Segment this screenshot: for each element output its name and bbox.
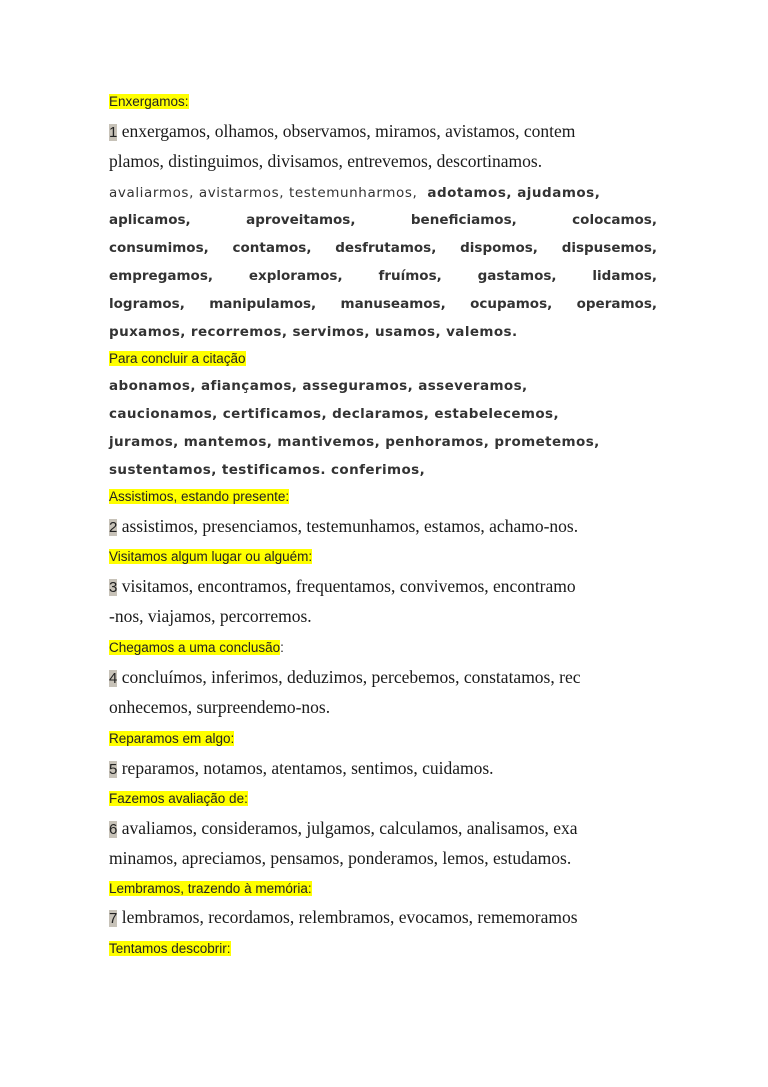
section-heading-text: Assistimos, estando presente: [109,489,290,504]
bold-word-line [109,406,559,422]
word-group: avaliarmos, avistarmos, testemunharmos, [109,185,418,201]
section-heading [109,941,231,956]
synonym-line [109,758,494,779]
word-group: juramos, mantemos, mantivemos, penhoramos, prometemos, [109,434,600,450]
section-heading-text: Enxergamos: [109,94,189,109]
section-heading-text: Visitamos algum lugar ou alguém: [109,549,313,564]
word-group: sustentamos, testificamos. conferimos, [109,462,426,478]
bold-word-line [109,212,657,228]
word: beneficiamos, [410,212,517,228]
bold-word-line [109,324,518,340]
section-heading [109,731,234,746]
bold-word-line [109,378,528,394]
synonym-line [109,818,578,839]
word: dispomos, [460,240,538,256]
section-heading-text: Chegamos a uma conclusão [109,640,281,655]
section-heading-text: Lembramos, trazendo à memória: [109,881,312,896]
synonym-text: minamos, apreciamos, pensamos, ponderamos, lemos, estudamos. [109,848,572,868]
synonym-text: lembramos, recordamos, relembramos, evocamos, rememoramos [121,907,578,927]
word: aplicamos, [109,212,191,228]
section-heading-text: Reparamos em algo: [109,731,235,746]
synonym-line [109,121,575,142]
synonym-text: plamos, distinguimos, divisamos, entrevemos, descortinamos. [109,151,543,171]
section-heading [109,489,289,504]
word: consumimos, [109,240,209,256]
word: empregamos, [109,268,213,284]
bold-word-line [109,184,600,202]
synonym-text: assistimos, presenciamos, testemunhamos, estamos, achamo-nos. [121,516,579,536]
word-group: caucionamos, certificamos, declaramos, estabelecemos, [109,406,560,422]
word: manipulamos, [209,296,317,312]
word-group: puxamos, recorremos, servimos, usamos, valemos. [109,324,518,340]
synonym-text: onhecemos, surpreendemo-nos. [109,697,331,717]
synonym-line [109,907,578,928]
word-group-bold: adotamos, ajudamos, [427,185,601,201]
section-heading [109,881,312,896]
word: lidamos, [592,268,657,284]
section-heading [109,351,246,366]
synonym-line [109,667,580,688]
word: aproveitamos, [246,212,356,228]
synonym-text: enxergamos, olhamos, observamos, miramos, avistamos, contem [121,121,576,141]
synonym-text: reparamos, notamos, atentamos, sentimos, cuidamos. [121,758,494,778]
section-number: 1 [109,124,118,141]
section-number: 2 [109,519,118,536]
synonym-text: concluímos, inferimos, deduzimos, percebemos, constatamos, rec [121,667,581,687]
section-number: 3 [109,579,118,596]
word: manuseamos, [340,296,446,312]
section-heading [109,640,284,655]
word: gastamos, [477,268,557,284]
section-number: 4 [109,670,118,687]
word: exploramos, [248,268,343,284]
word: desfrutamos, [335,240,437,256]
bold-word-line [109,240,657,256]
word: colocamos, [572,212,657,228]
synonym-line [109,151,542,172]
synonym-line [109,848,571,869]
synonym-line [109,516,578,537]
word: ocupamos, [470,296,553,312]
section-heading [109,791,248,806]
word: operamos, [576,296,657,312]
section-heading [109,549,312,564]
bold-word-line [109,268,657,284]
synonym-line [109,697,330,718]
synonym-line [109,576,576,597]
bold-word-line [109,296,657,312]
section-number: 6 [109,821,118,838]
synonym-text: avaliamos, consideramos, julgamos, calculamos, analisamos, exa [121,818,578,838]
section-number: 5 [109,761,118,778]
heading-colon: : [280,640,284,655]
word: contamos, [232,240,312,256]
word-group: abonamos, afiançamos, asseguramos, asseveramos, [109,378,528,394]
synonym-line [109,606,312,627]
word: logramos, [109,296,185,312]
section-heading-text: Fazemos avaliação de: [109,791,248,806]
bold-word-line [109,434,600,450]
synonym-text: visitamos, encontramos, frequentamos, convivemos, encontramo [121,576,576,596]
section-number: 7 [109,910,118,927]
section-heading-text: Tentamos descobrir: [109,941,231,956]
bold-word-line [109,462,425,478]
section-heading-text: Para concluir a citação [109,351,246,366]
synonym-text: -nos, viajamos, percorremos. [109,606,312,626]
section-heading [109,94,189,109]
word: fruímos, [378,268,442,284]
word: dispusemos, [561,240,657,256]
